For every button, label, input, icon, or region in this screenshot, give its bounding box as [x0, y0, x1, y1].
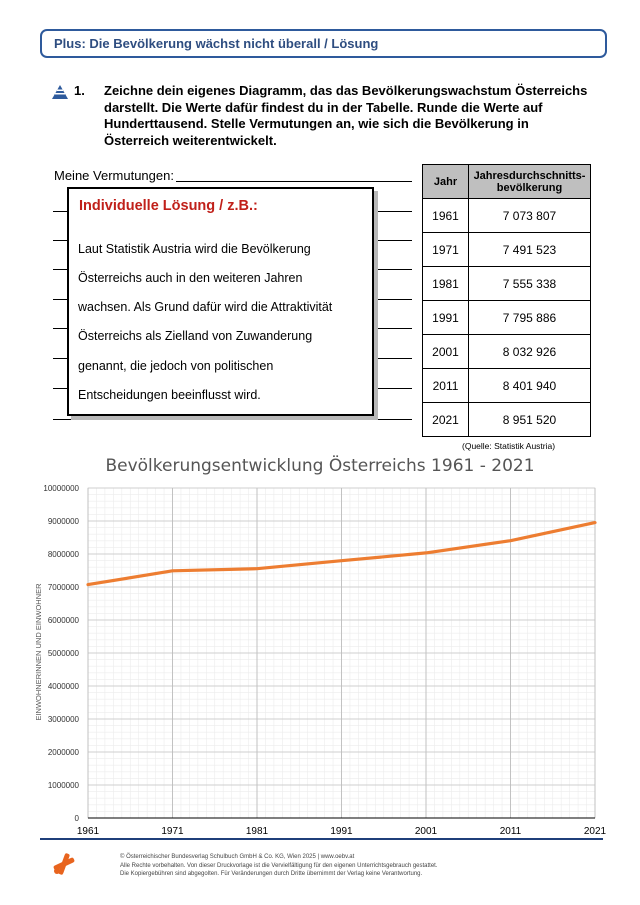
chart-y-tick-label: 0 — [74, 814, 79, 823]
chart-y-tick-label: 7000000 — [47, 583, 79, 592]
table-header-year: Jahr — [423, 165, 469, 199]
table-cell-pop: 7 491 523 — [469, 233, 591, 267]
table-cell-year: 1991 — [423, 301, 469, 335]
table-cell-pop: 8 401 940 — [469, 369, 591, 403]
table-cell-pop: 7 073 807 — [469, 199, 591, 233]
page-title: Plus: Die Bevölkerung wächst nicht überall / Lösung — [40, 29, 607, 58]
chart-y-tick-label: 8000000 — [47, 550, 79, 559]
table-cell-year: 2011 — [423, 369, 469, 403]
chart-y-tick-label: 9000000 — [47, 517, 79, 526]
chart-y-tick-label: 3000000 — [47, 715, 79, 724]
chart-y-tick-label: 10000000 — [43, 484, 79, 493]
footer-line: Die Kopiergebühren sind abgegolten. Für Veränderungen durch Dritte übernimmt der Verlag keine Verantwortung. — [120, 871, 423, 878]
chart-y-tick-label: 1000000 — [47, 781, 79, 790]
table-cell-year: 1961 — [423, 199, 469, 233]
oebv-logo-icon — [52, 852, 76, 876]
footer-text — [120, 853, 438, 879]
chart-x-tick-label: 2011 — [499, 826, 522, 837]
chart-y-axis-label: EINWOHNERINNEN UND EINWOHNER — [34, 583, 43, 721]
solution-line: Österreichs auch in den weiteren Jahren — [78, 271, 303, 285]
table-cell-pop: 8 032 926 — [469, 335, 591, 369]
table-header-population-line2: bevölkerung — [496, 181, 563, 194]
chart-x-tick-label: 1991 — [330, 826, 353, 837]
task-number: 1. — [74, 83, 85, 98]
table-cell-year: 1971 — [423, 233, 469, 267]
table-cell-year: 2001 — [423, 335, 469, 369]
task-text: Zeichne dein eigenes Diagramm, das das Bevölkerungswachstum Österreichs darstellt. Die Werte dafür findest du in der Tabelle. Runde die Werte auf Hunderttausend. Stelle Vermutungen an, wie sich die Bevölkerung in Österreich weiterentwickelt. — [104, 83, 588, 148]
table-cell-year: 2021 — [423, 403, 469, 437]
footer-line: © Österreichischer Bundesverlag Schulbuch GmbH & Co. KG, Wien 2025 | www.oebv.at — [120, 854, 355, 860]
solution-line: Laut Statistik Austria wird die Bevölkerung — [78, 242, 311, 256]
solution-heading: Individuelle Lösung / z.B.: — [79, 198, 258, 214]
chart-y-tick-label: 5000000 — [47, 649, 79, 658]
table-cell-year: 1981 — [423, 267, 469, 301]
chart-y-tick-label: 2000000 — [47, 748, 79, 757]
chart-x-tick-label: 1971 — [161, 826, 184, 837]
table-cell-pop: 7 795 886 — [469, 301, 591, 335]
chart-x-tick-label: 2001 — [414, 826, 438, 837]
chart-title: Bevölkerungsentwicklung Österreichs 1961 - 2021 — [105, 456, 535, 476]
chart-y-tick-label: 6000000 — [47, 616, 79, 625]
solution-line: genannt, die jedoch von politischen — [78, 359, 274, 373]
chart-x-tick-label: 2021 — [583, 826, 607, 837]
chart-x-tick-label: 1981 — [245, 826, 269, 837]
solution-line: wachsen. Als Grund dafür wird die Attraktivität — [78, 300, 333, 314]
chart-y-tick-label: 4000000 — [47, 682, 79, 691]
vermutungen-label: Meine Vermutungen: — [54, 168, 174, 183]
solution-line: Entscheidungen beeinflusst wird. — [78, 388, 261, 402]
table-cell-pop: 7 555 338 — [469, 267, 591, 301]
solution-line: Österreichs als Zielland von Zuwanderung — [78, 329, 313, 343]
footer-divider — [40, 838, 603, 840]
table-header-population-line1: Jahresdurchschnitts- — [473, 169, 586, 182]
footer-line: Alle Rechte vorbehalten. Von dieser Druckvorlage ist die Vervielfältigung für den eigenen Unterrichtsgebrauch gestattet. — [120, 862, 438, 869]
chart-x-tick-label: 1961 — [76, 826, 100, 837]
table-source: (Quelle: Statistik Austria) — [462, 441, 556, 451]
table-cell-pop: 8 951 520 — [469, 403, 591, 437]
